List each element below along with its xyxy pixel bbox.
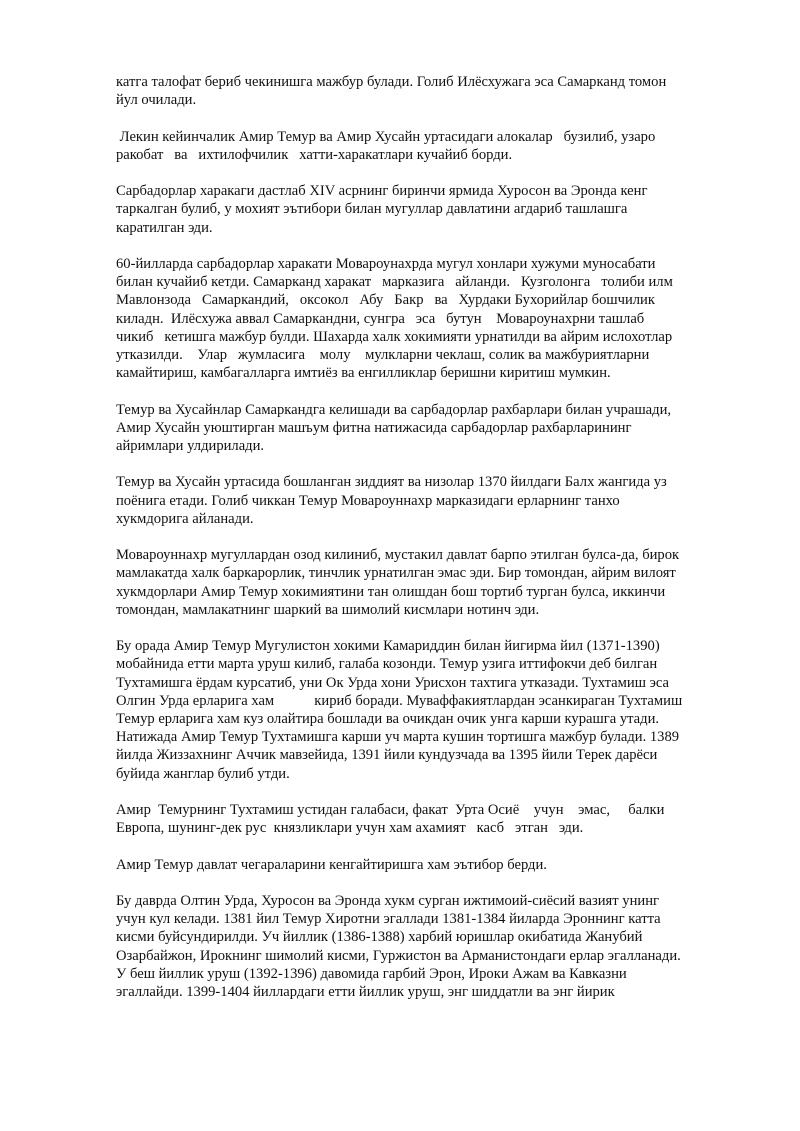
paragraph-3: Сарбадорлар харакаги дастлаб XIV асрнинг биринчи ярмида Хуросон ва Эронда кенг таркалган булиб, у мохият эътибори билан мугуллар давлатини агдариб ташлашга каратилган эди. bbox=[116, 183, 652, 236]
paragraph-5: Темур ва Хусайнлар Самаркандга келишади ва сарбадорлар рахбарлари билан учрашади, Амир Хусайн уюштирган машъум фитна натижасида сарбадорлар рахбарларининг айримлари улдирилади. bbox=[116, 401, 675, 454]
paragraph-7: Мовароуннахр мугуллардан озод килиниб, мустакил давлат барпо этилган булса-да, бирок мамлакатда халк баркарорлик, тинчлик урнатилган эмас эди. Бир томондан, айрим вилоят хукмдорлари Амир Темур хокимиятини тан олишдан бош тортиб турган булса, иккинчи томондан, мамлакатнинг шаркий ва шимолий кисмлари нотинч эди. bbox=[116, 547, 683, 618]
paragraph-2: Лекин кейинчалик Амир Темур ва Амир Хусайн уртасидаги алокалар бузилиб, узаро ракобат ва ихтилофчилик хатти-харакатлари кучайиб борди. bbox=[116, 128, 659, 163]
paragraph-8: Бу орада Амир Темур Мугулистон хокими Камариддин билан йигирма йил (1371-1390) мобайнида етти марта уруш килиб, галаба козонди. Темур узига иттифокчи деб билган Тухтамишга ёрдам курсатиб, уни Ок Урда хони Урисхон тахтига утказади. Тухтамиш эса Олгин Урда ерларига хам кириб боради. Муваффакиятлардан эсанкираган Тухтамиш Темур ерларига хам куз олайтира бошлади ва очикдан очик унга карши курашга утади. Натижада Амир Темур Тухтамишга карши уч марта кушин тортишга мажбур булади. 1389 йилда Жиззахнинг Аччик мавзейида, 1391 йили кундузчада ва 1395 йили Терек дарёси буйида жанглар булиб утди. bbox=[116, 638, 686, 782]
paragraph-1: катга талофат бериб чекинишга мажбур булади. Голиб Илёсхужага эса Самарканд томон йул очилади. bbox=[116, 74, 670, 109]
paragraph-11: Бу даврда Олтин Урда, Хуросон ва Эронда хукм сурган ижтимоий-сиёсий вазият унинг учун кул келади. 1381 йил Темур Хиротни эгаллади 1381-1384 йиларда Эроннинг катта кисми буйсундирилди. Уч йиллик (1386-1388) харбий юришлар окибатида Жанубий Озарбайжон, Ирокнинг шимолий кисми, Гуржистон ва Арманистондаги ерлар эгалланади. У беш йиллик уруш (1392-1396) давомида гарбий Эрон, Ироки Ажам ва Кавказни эгаллайди. 1399-1404 йиллардаги етти йиллик уруш, энг шиддатли ва энг йирик bbox=[116, 892, 685, 1000]
paragraph-6: Темур ва Хусайн уртасида бошланган зиддият ва низолар 1370 йилдаги Балх жангида уз поёнига етади. Голиб чиккан Темур Мовароуннахр марказидаги ерларнинг танхо хукмдорига айланади. bbox=[116, 474, 671, 527]
paragraph-9: Амир Темурнинг Тухтамиш устидан галабаси, факат Урта Осиё учун эмас, балки Европа, шунинг-дек рус князликлари учун хам ахамият касб этган эди. bbox=[116, 802, 669, 837]
paragraph-4: 60-йилларда сарбадорлар харакати Мовароунахрда мугул хонлари хужуми муносабати билан кучайиб кетди. Самарканд харакат марказига айланди. Кузголонга толиби илм Мавлонзода Самаркандий, оксокол Абу Бакр ва Хурдаки Бухорийлар бошчилик киладн. Илёсхужа аввал Самаркандни, сунгра эса бутун Мовароунахрни ташлаб чикиб кетишга мажбур булди. Шахарда халк хокимияти урнатилди ва айрим ислохотлар утказилди. Улар жумласига молу мулкларни чеклаш, солик ва мажбуриятларни камайтириш, камбагалларга имтиёз ва енгилликлар беришни киритиш мумкин. bbox=[116, 255, 687, 382]
paragraph-10: Амир Темур давлат чегараларини кенгайтиришга хам эътибор берди. bbox=[116, 856, 547, 873]
document-body bbox=[116, 73, 686, 1019]
